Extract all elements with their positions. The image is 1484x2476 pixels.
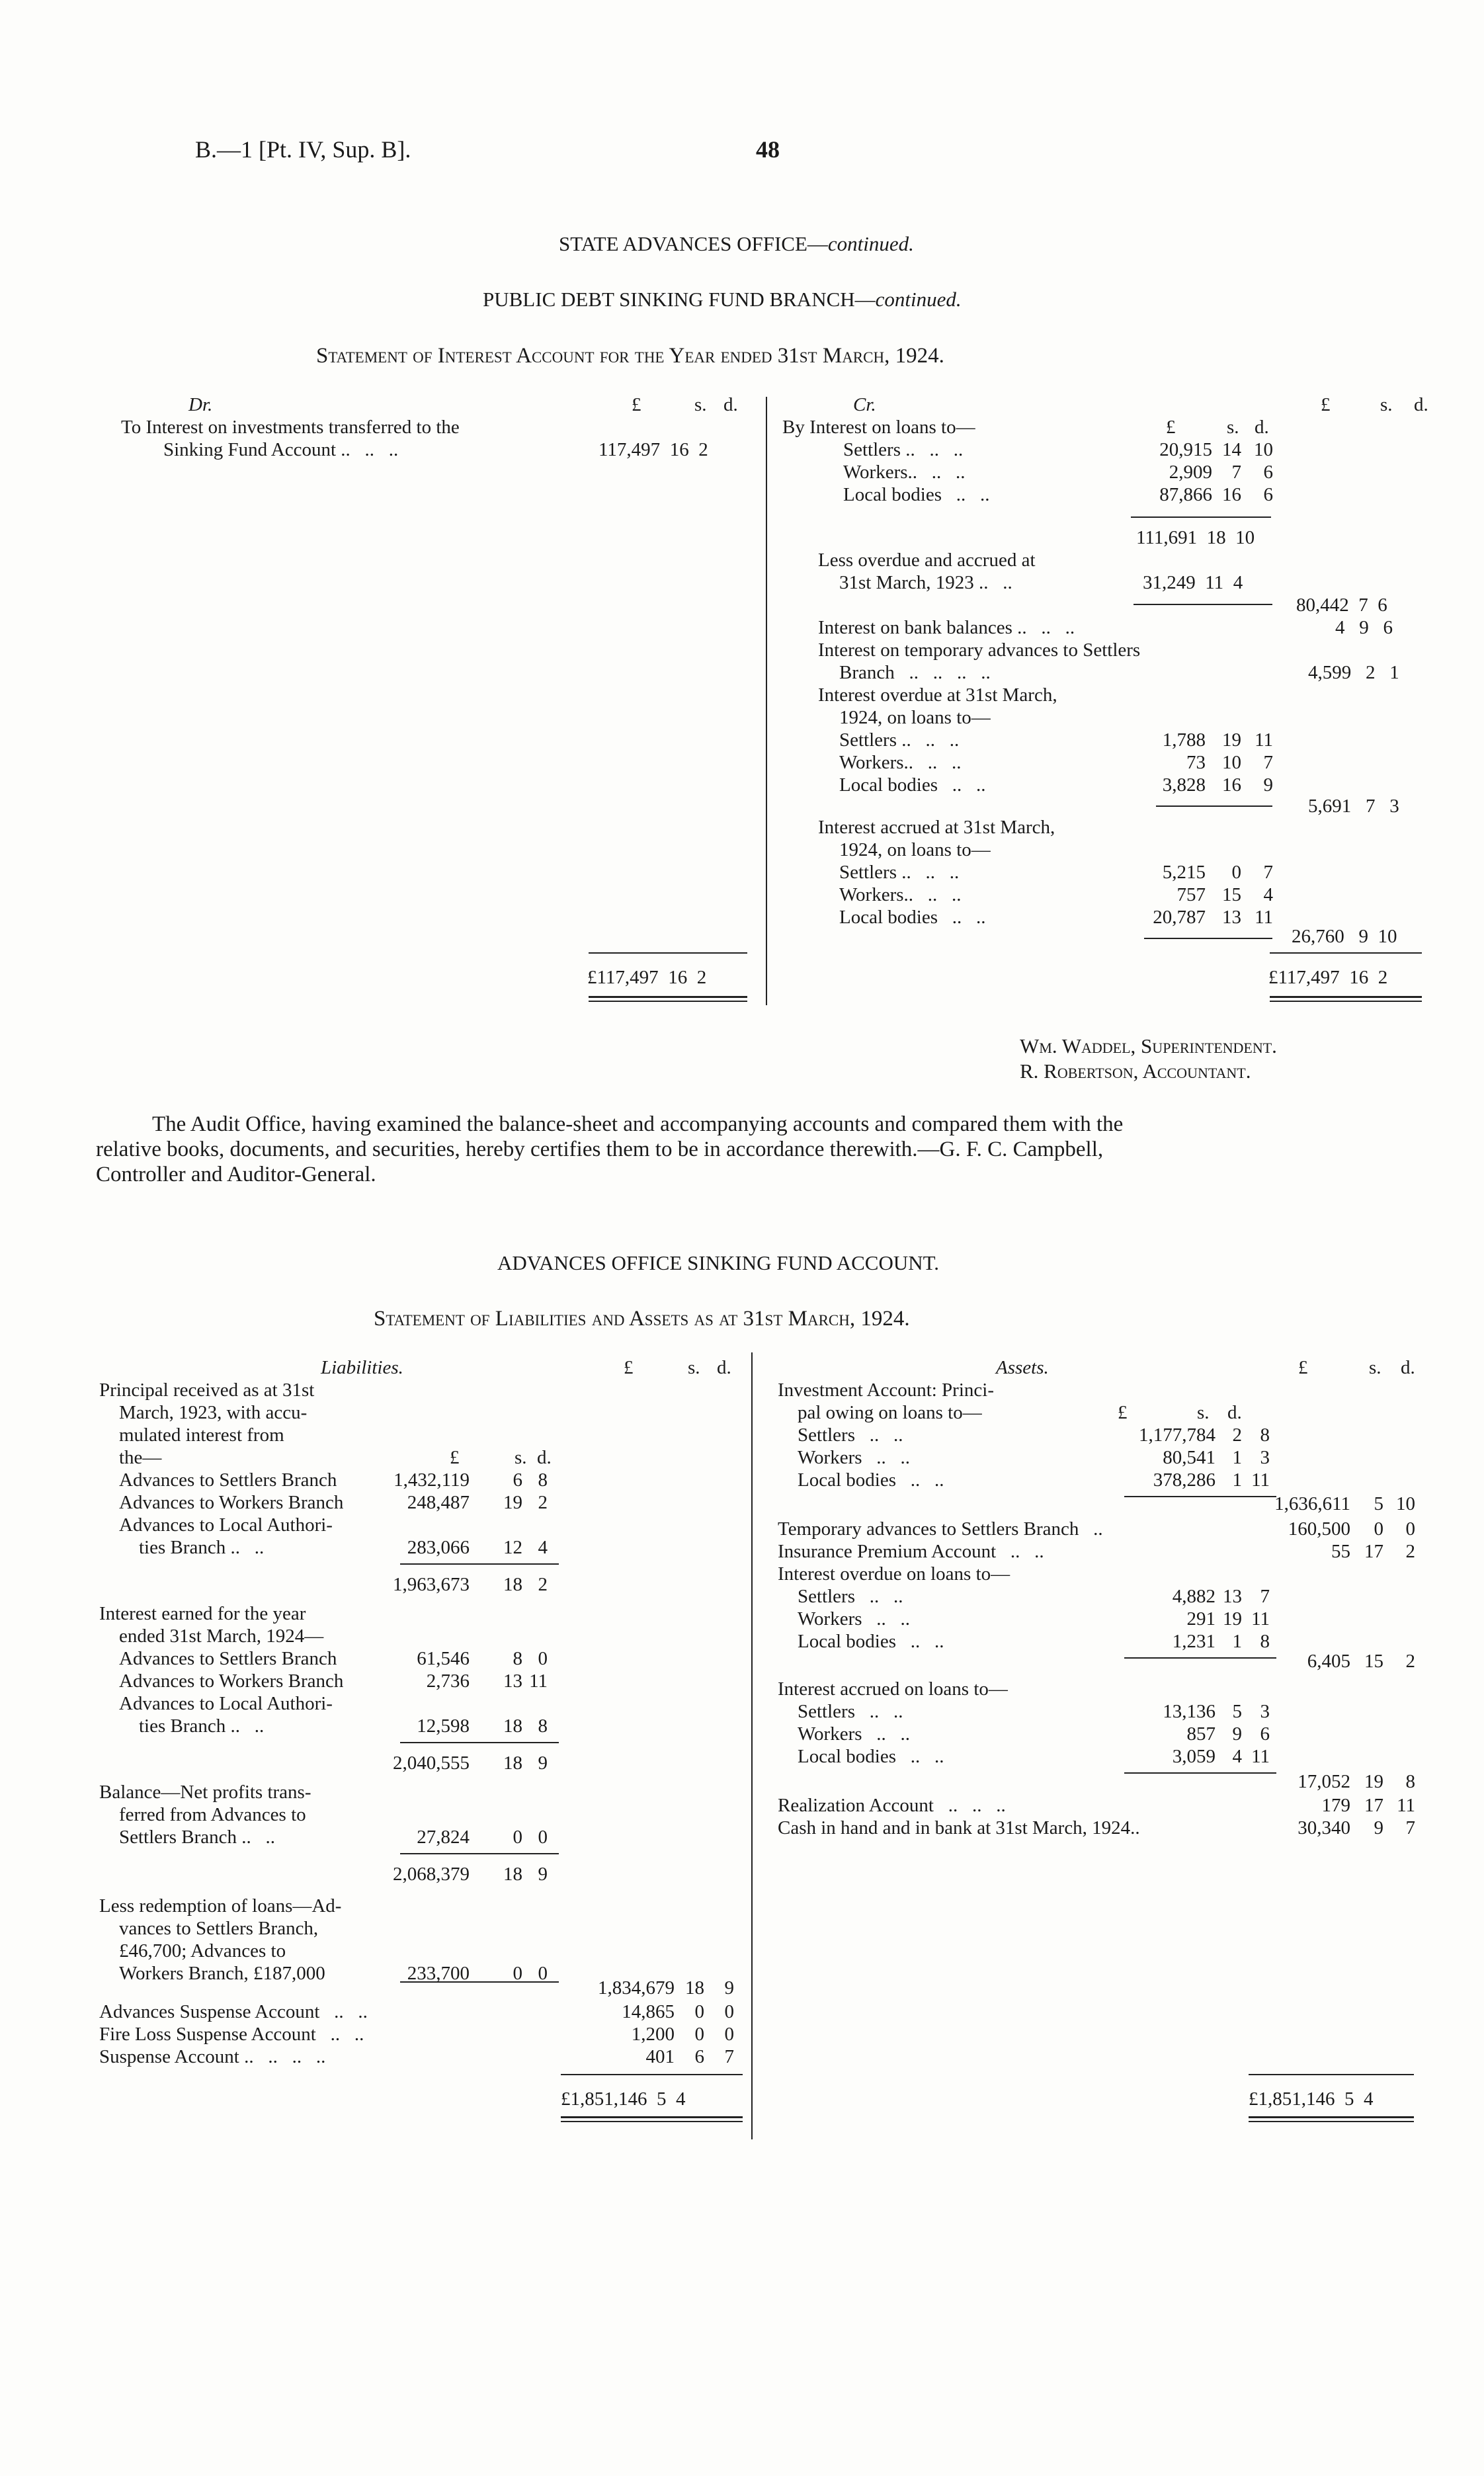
- earned-amt-pounds: 61,546: [417, 1648, 470, 1669]
- cr-accrued-1: Interest accrued at 31st March,: [818, 817, 1055, 838]
- accrued-total-pounds: 17,052: [1298, 1771, 1350, 1792]
- rule-line: [561, 2121, 743, 2122]
- earned-item: Advances to Local Authori-: [119, 1693, 333, 1714]
- cr-accrued-pence: 7: [1263, 862, 1273, 883]
- cr-sub-pound: £: [1166, 417, 1176, 438]
- assets-col-pound: £: [1298, 1357, 1308, 1378]
- overdue-amt-shillings: 1: [1232, 1631, 1242, 1652]
- liab-sub3-shillings: 18: [503, 1864, 522, 1885]
- less-amt-pence: 0: [538, 1963, 548, 1984]
- net-liab-pounds: 1,834,679: [598, 1977, 675, 1999]
- earned-amt-pence: 8: [538, 1715, 548, 1737]
- sinking-title: ADVANCES OFFICE SINKING FUND ACCOUNT.: [497, 1251, 940, 1274]
- cr-overdue-pounds: 3,828: [1162, 774, 1206, 796]
- liab-sub3-pence: 9: [538, 1864, 548, 1885]
- rule-line: [561, 2074, 743, 2075]
- cr-accrued-label: Settlers .. .. ..: [839, 862, 960, 883]
- rule-line: [1249, 2116, 1414, 2118]
- less-amt-pounds: 233,700: [407, 1963, 470, 1984]
- cr-heading: Cr.: [853, 394, 876, 415]
- invest-line: pal owing on loans to—: [798, 1402, 982, 1423]
- suspense-amt-pounds: 1,200: [631, 2024, 675, 2045]
- cr-loan-label: Local bodies .. ..: [843, 484, 990, 505]
- principal-item: Advances to Local Authori-: [119, 1514, 333, 1536]
- rule-line: [400, 1563, 559, 1565]
- cr-loan-pence: 6: [1263, 462, 1273, 483]
- col-d: d.: [723, 394, 738, 415]
- less-line: Less redemption of loans—Ad-: [99, 1895, 342, 1917]
- cr-accrued-label: Workers.. .. ..: [839, 884, 962, 905]
- sinking-subtitle: Statement of Liabilities and Assets as at 31st March, 1924.: [374, 1307, 910, 1331]
- liab-sub-pound: £: [450, 1447, 460, 1468]
- liab-sub2-pounds: 2,040,555: [393, 1753, 470, 1774]
- principal-amt-pounds: 248,487: [407, 1492, 470, 1513]
- overdue-amt-shillings: 19: [1223, 1608, 1242, 1630]
- dr-amount: 117,497 16 2: [598, 439, 708, 460]
- liab-sub2-pence: 9: [538, 1753, 548, 1774]
- insurance-amt-pence: 2: [1405, 1541, 1415, 1562]
- earned-amt-shillings: 13: [503, 1671, 522, 1692]
- cr-temp-2: Branch .. .. .. ..: [839, 662, 991, 683]
- cr-total: £117,497 16 2: [1268, 967, 1388, 988]
- realization-amt-pounds: 179: [1321, 1795, 1350, 1816]
- cr-bank-label: Interest on bank balances .. .. ..: [818, 617, 1075, 638]
- earned-line: Interest earned for the year: [99, 1603, 306, 1624]
- col-pound: £: [632, 394, 641, 415]
- balance-amt-shillings: 0: [513, 1827, 522, 1848]
- overdue-item: Local bodies .. ..: [798, 1631, 944, 1652]
- earned-line: ended 31st March, 1924—: [119, 1626, 324, 1647]
- balance-amt-pence: 0: [538, 1827, 548, 1848]
- principal-amt-pence: 4: [538, 1537, 548, 1558]
- suspense-amt-pounds: 401: [645, 2046, 675, 2067]
- less-amt-shillings: 0: [513, 1963, 522, 1984]
- report-reference: B.—1 [Pt. IV, Sup. B].: [195, 136, 411, 163]
- cash-amt-pounds: 30,340: [1298, 1817, 1350, 1838]
- insurance-amt-shillings: 17: [1364, 1541, 1383, 1562]
- principal-line: the—: [119, 1447, 162, 1468]
- liab-sub1-pence: 2: [538, 1574, 548, 1595]
- liab-sub2-shillings: 18: [503, 1753, 522, 1774]
- earned-item: ties Branch .. ..: [139, 1715, 265, 1737]
- cr-less-1: Less overdue and accrued at: [818, 550, 1036, 571]
- cr-loan-pounds: 20,915: [1159, 439, 1212, 460]
- accrued-total-pence: 8: [1405, 1771, 1415, 1792]
- cr-overdue-shillings: 16: [1222, 774, 1241, 796]
- overdue-amt-pounds: 4,882: [1172, 1586, 1216, 1607]
- cr-accrued-pounds: 5,215: [1162, 862, 1206, 883]
- overdue-amt-pence: 11: [1251, 1608, 1270, 1630]
- cr-loan-pence: 10: [1254, 439, 1273, 460]
- temp-amt-pence: 0: [1405, 1518, 1415, 1540]
- invest-amt-pence: 11: [1251, 1469, 1270, 1491]
- temp-label: Temporary advances to Settlers Branch ..: [778, 1518, 1103, 1540]
- invest-line: Investment Account: Princi-: [778, 1380, 994, 1401]
- invest-amt-pounds: 1,177,784: [1139, 1424, 1216, 1446]
- realization-label: Realization Account .. .. ..: [778, 1795, 1006, 1816]
- cr-accrued-pounds: 757: [1176, 884, 1206, 905]
- rule-line: [561, 2116, 743, 2118]
- overdue-amt-pence: 8: [1260, 1631, 1270, 1652]
- principal-item: ties Branch .. ..: [139, 1537, 265, 1558]
- realization-amt-shillings: 17: [1364, 1795, 1383, 1816]
- invest-item: Settlers .. ..: [798, 1424, 903, 1446]
- page-number: 48: [756, 136, 780, 163]
- cr-accrued-pence: 4: [1263, 884, 1273, 905]
- invest-amt-pounds: 80,541: [1163, 1447, 1216, 1468]
- assets-col-d: d.: [1401, 1357, 1415, 1378]
- cr-loan-shillings: 7: [1231, 462, 1241, 483]
- cr-accrued-pounds: 20,787: [1153, 907, 1206, 928]
- realization-amt-pence: 11: [1397, 1795, 1415, 1816]
- invest-item: Local bodies .. ..: [798, 1469, 944, 1491]
- cr-accrued-total: 26,760 9 10: [1292, 926, 1397, 947]
- liab-sub3-pounds: 2,068,379: [393, 1864, 470, 1885]
- cr-temp-1: Interest on temporary advances to Settlers: [818, 640, 1141, 661]
- cr-accrued-2: 1924, on loans to—: [839, 839, 991, 860]
- assets-sub-pound: £: [1118, 1402, 1128, 1423]
- net-liab-shillings: 18: [685, 1977, 704, 1999]
- earned-item: Advances to Workers Branch: [119, 1671, 344, 1692]
- insurance-label: Insurance Premium Account .. ..: [778, 1541, 1044, 1562]
- cr-loans-sum: 111,691 18 10: [1136, 527, 1255, 548]
- suspense-label: Advances Suspense Account .. ..: [99, 2001, 368, 2022]
- principal-line: mulated interest from: [119, 1424, 284, 1446]
- suspense-amt-pence: 0: [724, 2024, 734, 2045]
- rule-line: [1249, 2074, 1414, 2075]
- cr-loan-label: Settlers .. .. ..: [843, 439, 964, 460]
- accrued-amt-shillings: 9: [1232, 1723, 1242, 1745]
- less-line: Workers Branch, £187,000: [119, 1963, 325, 1984]
- invest-total-pounds: 1,636,611: [1274, 1493, 1350, 1514]
- cr-temp-amt: 4,599 2 1: [1308, 662, 1399, 683]
- earned-amt-pounds: 2,736: [426, 1671, 470, 1692]
- rule-line: [400, 1981, 559, 1983]
- balance-line: Settlers Branch .. ..: [119, 1827, 275, 1848]
- cash-amt-pence: 7: [1405, 1817, 1415, 1838]
- principal-amt-shillings: 19: [503, 1492, 522, 1513]
- less-line: £46,700; Advances to: [119, 1940, 286, 1961]
- balance-line: Balance—Net profits trans-: [99, 1782, 311, 1803]
- principal-item: Advances to Settlers Branch: [119, 1469, 337, 1491]
- accrued-amt-pence: 6: [1260, 1723, 1270, 1745]
- accrued-amt-pounds: 3,059: [1172, 1746, 1216, 1767]
- principal-amt-pounds: 283,066: [407, 1537, 470, 1558]
- signature-superintendent: Wm. Waddel, Superintendent.: [1020, 1034, 1277, 1057]
- suspense-amt-pounds: 14,865: [622, 2001, 675, 2022]
- cr-overdue-pounds: 1,788: [1162, 729, 1206, 751]
- cr-loan-pence: 6: [1263, 484, 1273, 505]
- overdue-total-shillings: 15: [1364, 1651, 1383, 1672]
- principal-line: March, 1923, with accu-: [119, 1402, 308, 1423]
- cr-accrued-pence: 11: [1255, 907, 1273, 928]
- invest-amt-pounds: 378,286: [1153, 1469, 1216, 1491]
- cash-amt-shillings: 9: [1374, 1817, 1383, 1838]
- principal-amt-pence: 8: [538, 1469, 548, 1491]
- overdue-heading: Interest overdue on loans to—: [778, 1563, 1010, 1585]
- cr-overdue-shillings: 10: [1222, 752, 1241, 773]
- interest-divider: [766, 397, 767, 1005]
- assets-heading: Assets.: [996, 1357, 1049, 1378]
- suspense-amt-shillings: 0: [694, 2001, 704, 2022]
- principal-amt-shillings: 12: [503, 1537, 522, 1558]
- overdue-item: Workers .. ..: [798, 1608, 911, 1630]
- suspense-amt-shillings: 0: [694, 2024, 704, 2045]
- cr-net: 80,442 7 6: [1296, 595, 1387, 616]
- cr-less-amt: 31,249 11 4: [1143, 572, 1243, 593]
- cr-overdue-label: Settlers .. .. ..: [839, 729, 960, 751]
- accrued-amt-shillings: 5: [1232, 1701, 1242, 1722]
- liab-col-s: s.: [688, 1357, 700, 1378]
- cr-by: By Interest on loans to—: [782, 417, 975, 438]
- accrued-amt-pounds: 13,136: [1163, 1701, 1216, 1722]
- cr-overdue-pence: 11: [1255, 729, 1273, 751]
- invest-amt-shillings: 2: [1232, 1424, 1242, 1446]
- insurance-amt-pounds: 55: [1331, 1541, 1350, 1562]
- liab-col-d: d.: [717, 1357, 731, 1378]
- accrued-amt-pence: 3: [1260, 1701, 1270, 1722]
- cr-sub-d: d.: [1255, 417, 1269, 438]
- cr-accrued-shillings: 0: [1231, 862, 1241, 883]
- invest-total-shillings: 5: [1374, 1493, 1383, 1514]
- liab-sub1-shillings: 18: [503, 1574, 522, 1595]
- invest-amt-pence: 8: [1260, 1424, 1270, 1446]
- earned-amt-pence: 11: [529, 1671, 548, 1692]
- cr-accrued-shillings: 15: [1222, 884, 1241, 905]
- cr-overdue-shillings: 19: [1222, 729, 1241, 751]
- assets-total: £1,851,146 5 4: [1249, 2088, 1374, 2110]
- cr-overdue-2: 1924, on loans to—: [839, 707, 991, 728]
- invest-amt-shillings: 1: [1232, 1447, 1242, 1468]
- suspense-amt-shillings: 6: [694, 2046, 704, 2067]
- accrued-amt-shillings: 4: [1232, 1746, 1242, 1767]
- cr-loan-shillings: 14: [1222, 439, 1241, 460]
- cr-col-s: s.: [1380, 394, 1393, 415]
- dr-line-2: Sinking Fund Account .. .. ..: [163, 439, 399, 460]
- cr-loan-label: Workers.. .. ..: [843, 462, 966, 483]
- accrued-item: Settlers .. ..: [798, 1701, 903, 1722]
- overdue-total-pounds: 6,405: [1307, 1651, 1350, 1672]
- earned-amt-shillings: 18: [503, 1715, 522, 1737]
- cr-sub-s: s.: [1227, 417, 1239, 438]
- principal-item: Advances to Workers Branch: [119, 1492, 344, 1513]
- principal-amt-pounds: 1,432,119: [393, 1469, 470, 1491]
- suspense-amt-pence: 7: [724, 2046, 734, 2067]
- earned-amt-pounds: 12,598: [417, 1715, 470, 1737]
- liabilities-heading: Liabilities.: [321, 1357, 403, 1378]
- col-s: s.: [694, 394, 707, 415]
- accrued-item: Local bodies .. ..: [798, 1746, 944, 1767]
- balance-amt-pounds: 27,824: [417, 1827, 470, 1848]
- signature-accountant: R. Robertson, Accountant.: [1020, 1059, 1251, 1083]
- temp-amt-pounds: 160,500: [1288, 1518, 1350, 1540]
- cr-loan-shillings: 16: [1222, 484, 1241, 505]
- suspense-amt-pence: 0: [724, 2001, 734, 2022]
- invest-amt-pence: 3: [1260, 1447, 1270, 1468]
- rule-line: [400, 1742, 559, 1743]
- rule-line: [1249, 2121, 1414, 2122]
- dr-total: £117,497 16 2: [587, 967, 707, 988]
- net-liab-pence: 9: [724, 1977, 734, 1999]
- balance-line: ferred from Advances to: [119, 1804, 306, 1825]
- overdue-amt-shillings: 13: [1223, 1586, 1242, 1607]
- audit-line-2: relative books, documents, and securities, hereby certifies them to be in accordance therewith.—G. F. C. Campbell,: [96, 1137, 1104, 1161]
- principal-amt-shillings: 6: [513, 1469, 522, 1491]
- dr-heading: Dr.: [188, 394, 213, 415]
- dr-line-1: To Interest on investments transferred to the: [121, 417, 460, 438]
- overdue-amt-pence: 7: [1260, 1586, 1270, 1607]
- cash-label: Cash in hand and in bank at 31st March, 1924..: [778, 1817, 1140, 1838]
- cr-bank-amt: 4 9 6: [1335, 617, 1393, 638]
- cr-loan-pounds: 87,866: [1159, 484, 1212, 505]
- branch-title: PUBLIC DEBT SINKING FUND BRANCH—continued.: [483, 288, 962, 311]
- cr-overdue-label: Local bodies .. ..: [839, 774, 986, 796]
- temp-amt-shillings: 0: [1374, 1518, 1383, 1540]
- accrued-amt-pence: 11: [1251, 1746, 1270, 1767]
- principal-amt-pence: 2: [538, 1492, 548, 1513]
- cr-accrued-shillings: 13: [1222, 907, 1241, 928]
- cr-loan-pounds: 2,909: [1169, 462, 1212, 483]
- earned-amt-pence: 0: [538, 1648, 548, 1669]
- invest-total-pence: 10: [1396, 1493, 1415, 1514]
- cr-overdue-total: 5,691 7 3: [1308, 796, 1399, 817]
- accrued-heading: Interest accrued on loans to—: [778, 1678, 1008, 1700]
- cr-overdue-pounds: 73: [1186, 752, 1206, 773]
- assets-sub-d: d.: [1227, 1402, 1242, 1423]
- liab-sub-d: d.: [537, 1447, 552, 1468]
- invest-amt-shillings: 1: [1232, 1469, 1242, 1491]
- cr-overdue-pence: 9: [1263, 774, 1273, 796]
- assets-col-s: s.: [1369, 1357, 1381, 1378]
- cr-col-d: d.: [1414, 394, 1428, 415]
- statement-title: Statement of Interest Account for the Year ended 31st March, 1924.: [316, 344, 944, 368]
- accrued-amt-pounds: 857: [1186, 1723, 1216, 1745]
- liab-total: £1,851,146 5 4: [561, 2088, 686, 2110]
- earned-amt-shillings: 8: [513, 1648, 522, 1669]
- cr-less-2: 31st March, 1923 .. ..: [839, 572, 1012, 593]
- cr-overdue-pence: 7: [1263, 752, 1273, 773]
- liab-col-pound: £: [624, 1357, 634, 1378]
- overdue-amt-pounds: 291: [1186, 1608, 1216, 1630]
- rule-line: [400, 1853, 559, 1854]
- cr-overdue-1: Interest overdue at 31st March,: [818, 684, 1057, 706]
- cr-overdue-label: Workers.. .. ..: [839, 752, 962, 773]
- office-title: STATE ADVANCES OFFICE—continued.: [559, 232, 914, 255]
- audit-line-3: Controller and Auditor-General.: [96, 1163, 376, 1186]
- overdue-item: Settlers .. ..: [798, 1586, 903, 1607]
- audit-line-1: The Audit Office, having examined the balance-sheet and accompanying accounts and compared them with the: [152, 1112, 1124, 1136]
- accrued-item: Workers .. ..: [798, 1723, 911, 1745]
- cr-accrued-label: Local bodies .. ..: [839, 907, 986, 928]
- suspense-label: Suspense Account .. .. .. ..: [99, 2046, 326, 2067]
- overdue-amt-pounds: 1,231: [1172, 1631, 1216, 1652]
- sinking-divider: [751, 1352, 753, 2139]
- assets-sub-s: s.: [1197, 1402, 1210, 1423]
- principal-line: Principal received as at 31st: [99, 1380, 315, 1401]
- cr-col-pound: £: [1321, 394, 1331, 415]
- invest-item: Workers .. ..: [798, 1447, 911, 1468]
- earned-item: Advances to Settlers Branch: [119, 1648, 337, 1669]
- suspense-label: Fire Loss Suspense Account .. ..: [99, 2024, 364, 2045]
- liab-sub-s: s.: [515, 1447, 527, 1468]
- overdue-total-pence: 2: [1405, 1651, 1415, 1672]
- accrued-total-shillings: 19: [1364, 1771, 1383, 1792]
- liab-sub1-pounds: 1,963,673: [393, 1574, 470, 1595]
- less-line: vances to Settlers Branch,: [119, 1918, 319, 1939]
